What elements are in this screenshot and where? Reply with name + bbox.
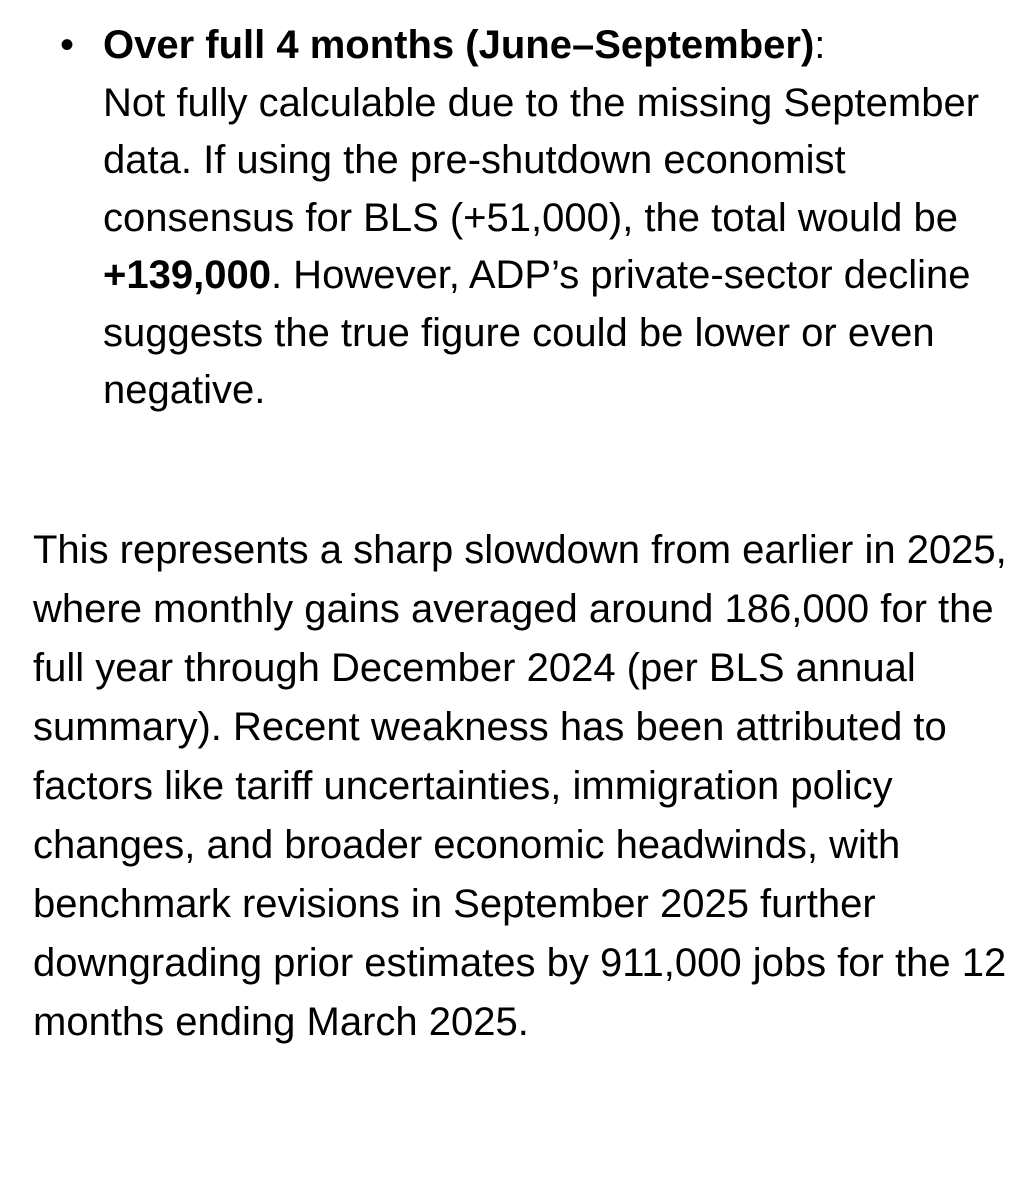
bullet-body-end: . However, ADP’s private-sector decline suggests the true figure could be lower or even negative. <box>103 253 971 412</box>
bullet-marker: • <box>60 23 75 67</box>
summary-paragraph: This represents a sharp slowdown from earlier in 2025, where monthly gains averaged around 186,000 for the full year through December 2024 (per BLS annual summary). Recent weakness has been attributed to factors like tariff uncertainties, immigration policy changes, and broader economic headwinds, with benchmark revisions in September 2025 further downgrading prior estimates by 911,000 jobs for the 12 months ending March 2025. <box>33 528 1007 1044</box>
bullet-body-start: Not fully calculable due to the missing September data. If using the pre-shutdown economist consensus for BLS (+51,000), the total would be <box>103 80 980 240</box>
bullet-total-value: +139,000 <box>103 253 271 297</box>
bullet-heading: Over full 4 months (June–September) <box>103 23 815 67</box>
bullet-text <box>103 17 1008 420</box>
bullet-heading-colon: : <box>814 23 826 67</box>
